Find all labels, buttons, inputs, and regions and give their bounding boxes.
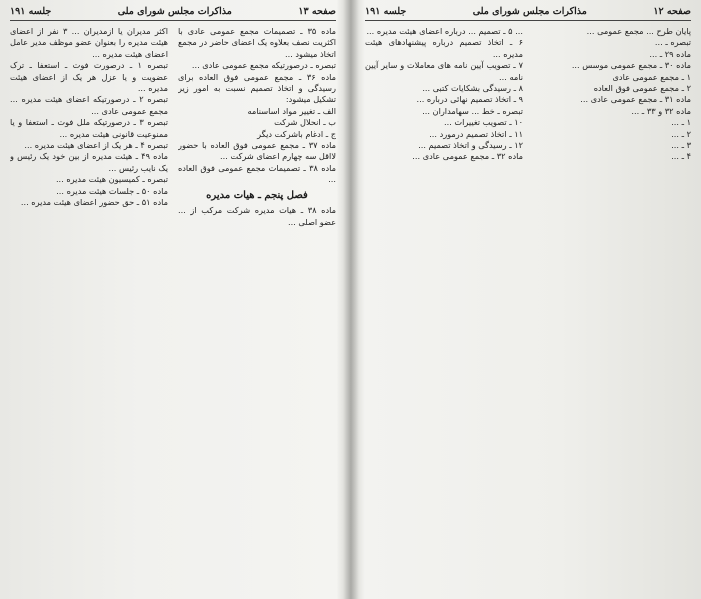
paragraph: ۴ ـ ... [671,151,691,162]
paragraph: ۲ ـ مجمع عمومی فوق العاده [593,83,691,94]
paragraph: ماده ۳۸ ـ تصمیمات مجمع عمومی فوق العاده ... [178,162,336,185]
chapter-heading: فصل پنجم ـ هیات مدیره [206,189,308,201]
paragraph: ۸ ـ رسیدگی بشکایات کتبی ... [422,83,523,94]
left-page-session: جلسه ۱۹۱ [10,6,52,18]
paragraph: ۳ ـ ... [671,140,691,151]
paragraph: ماده ۳۲ و ۳۳ ـ ... [631,105,691,116]
left-page-header [10,4,336,21]
left-page-inner-column [178,26,336,593]
right-page-number: صفحه ۱۲ [653,6,691,18]
paragraph: ۲ ـ ... [671,128,691,139]
paragraph: ... ۵ ـ تصمیم ... درباره اعضای هیئت مدیره ... [366,26,523,36]
paragraph: تبصره ۱ ـ درصورت فوت ـ استعفا ـ ترک عضویت و یا عزل هر یک از اعضای هیئت مدیره ... [10,60,168,94]
paragraph: ماده ۳۰ ـ مجمع عمومی موسس ... [571,60,691,71]
left-page-number: صفحه ۱۳ [298,6,336,18]
left-page [0,0,346,599]
paragraph: ۱۱ ـ اتخاذ تصمیم درمورد ... [429,128,523,139]
right-page-outer-column [533,26,691,593]
paragraph: ۱ ـ ... [671,117,691,128]
paragraph: ماده ۳۲ ـ مجمع عمومی عادی ... [412,151,523,162]
right-page-session: جلسه ۱۹۱ [365,6,407,18]
paragraph: ماده ۵۰ ـ جلسات هیئت مدیره ... [56,185,168,196]
right-page [355,0,701,599]
paragraph: ماده ۲۹ ـ ... [649,48,691,59]
paragraph: اکثر مدیران یا ازمدیران ... ۳ نفر از اعضای هیئت مدیره را بعنوان عضو موظف مدیر عامل اعضای هیئت مدیره ... [10,26,168,59]
paragraph: تبصره ـ درصورتیکه مجمع عمومی عادی ... [191,60,336,71]
paragraph: ماده ۳۸ ـ هیات مدیره شرکت مرکب از ... عضو اصلی ... [178,205,336,227]
left-page-columns [10,26,336,593]
paragraph: تبصره ۴ ـ هر یک از اعضای هیئت مدیره ... [24,140,168,151]
paragraph: ۱ ـ مجمع عمومی عادی [612,71,691,82]
paragraph: ۶ ـ اتخاذ تصمیم درباره پیشنهادهای هیئت مدیره ... [365,37,523,59]
left-page-title: مذاکرات مجلس شورای ملی [117,6,232,18]
right-page-header [365,4,691,21]
paragraph: ۱۰ ـ تصویب تغییرات ... [443,117,523,128]
paragraph: تبصره ـ خط ... سهامداران ... [422,105,523,116]
paragraph: ماده ۴۹ ـ هیئت مدیره از بین خود یک رئیس و یک نایب رئیس ... [10,151,168,173]
paragraph: ماده ۳۶ ـ مجمع عمومی فوق العاده برای رسیدگی و اتخاذ تصمیم نسبت به امور زیر تشکیل میشود: [178,71,336,105]
paragraph: ماده ۳۷ ـ مجمع عمومی فوق العاده با حضور لااقل سه چهارم اعضای شرکت ... [178,140,336,162]
paragraph: تبصره ۳ ـ درصورتیکه ملل فوت ـ استعفا و یا ممنوعیت قانونی هیئت مدیره ... [10,117,168,139]
paragraph: ۷ ـ تصویب آیین نامه های معاملات و سایر آیین نامه ... [365,60,523,82]
right-page-inner-column [365,26,523,593]
paragraph: ج ـ ادغام باشرکت دیگر [257,128,336,139]
paragraph: تبصره ۲ ـ درصورتیکه اعضای هیئت مدیره ... مجمع عمومی عادی ... [10,94,168,116]
paragraph: ماده ۳۵ ـ تصمیمات مجمع عمومی عادی با اکثریت نصف بعلاوه یک اعضای حاضر در مجمع اتخاذ میشود ... [178,26,336,59]
paragraph: پایان طرح ... مجمع عمومی ... [586,26,691,36]
paragraph: ماده ۳۱ ـ مجمع عمومی عادی ... [580,94,691,105]
left-page-outer-column [10,26,168,593]
paragraph: ۹ ـ اتخاذ تصمیم نهائی درباره ... [416,94,523,105]
right-page-columns [365,26,691,593]
paragraph: تبصره ـ ... [654,37,691,48]
right-page-title: مذاکرات مجلس شورای ملی [472,6,587,18]
paragraph: ب ـ انحلال شرکت [274,117,336,128]
book-gutter [343,0,359,599]
paragraph: ۱۲ ـ رسیدگی و اتخاذ تصمیم ... [418,140,523,151]
paragraph: تبصره ـ کمیسیون هیئت مدیره ... [55,174,168,185]
paragraph: ماده ۵۱ ـ حق حضور اعضای هیئت مدیره ... [20,197,168,208]
paragraph: الف ـ تغییر مواد اساسنامه [247,105,336,116]
